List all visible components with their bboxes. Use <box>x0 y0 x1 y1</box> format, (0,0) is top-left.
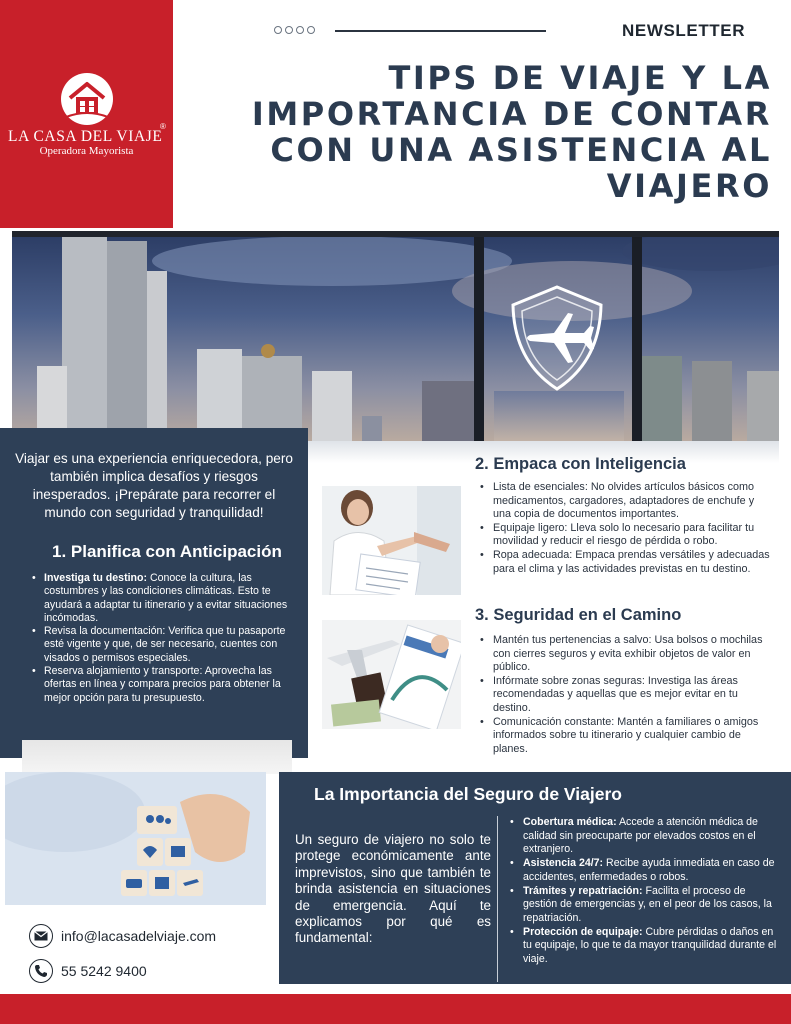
list-item: • Infórmate sobre zonas seguras: Investiga las áreas recomendadas y aquellas que es mejor evitar en tu destino. <box>479 675 775 716</box>
dot-icon <box>296 26 304 34</box>
envelope-icon <box>29 924 53 948</box>
section2-title: 2. Empaca con Inteligencia <box>475 455 686 473</box>
dot-icon <box>307 26 315 34</box>
list-item: • Ropa adecuada: Empaca prendas versátiles y adecuadas para el clima y las actividades previstas en tu destino. <box>479 549 775 576</box>
contact-phone[interactable] <box>29 959 147 983</box>
phone-icon <box>29 959 53 983</box>
newsletter-label: NEWSLETTER <box>622 21 746 40</box>
list-item: • Asistencia 24/7: Recibe ayuda inmediata en caso de accidentes, enfermedades o robos. <box>509 857 779 884</box>
insurance-title: La Importancia del Seguro de Viajero <box>314 784 622 804</box>
page-title: TIPS DE VIAJE Y LA IMPORTANCIA DE CONTAR CON UNA ASISTENCIA AL VIAJERO <box>251 59 772 205</box>
section3-list <box>479 634 775 756</box>
list-item: • Cobertura médica: Accede a atención médica de calidad sin preocuparte por elevados costos en el extranjero. <box>509 816 779 857</box>
brand-name: LA CASA DEL VIAJE <box>8 128 163 145</box>
intro-text: Viajar es una experiencia enriquecedora, pero también implica desafíos y riesgos inesperados. ¡Prepárate para recorrer el mundo con seguridad y tranquilidad! <box>15 451 293 520</box>
house-logo-icon <box>61 73 113 125</box>
insurance-list <box>509 816 779 967</box>
hero-city-image <box>12 231 779 441</box>
list-item: • Revisa la documentación: Verifica que tu pasaporte esté vigente y que, de ser necesario, cuentes con visados o permisos especiales. <box>30 625 298 665</box>
travel-insurance-photo <box>322 620 461 729</box>
section1-list <box>30 572 298 705</box>
section3-title: 3. Seguridad en el Camino <box>475 606 682 624</box>
brand-logo-block <box>0 0 173 228</box>
shield-airplane-icon <box>506 283 608 395</box>
insurance-blocks-photo <box>5 772 266 905</box>
brand-subtitle: Operadora Mayorista <box>39 145 134 157</box>
intro-panel <box>0 428 308 758</box>
list-item: • Trámites y repatriación: Facilita el proceso de gestión de emergencias y, en el peor de los casos, la repatriación. <box>509 885 779 926</box>
email-text[interactable]: info@lacasadelviaje.com <box>61 928 217 944</box>
header-divider <box>335 30 546 32</box>
list-item: • Protección de equipaje: Cubre pérdidas o daños en tu equipaje, lo que te da mayor tranquilidad durante el viaje. <box>509 926 779 967</box>
section1-title: 1. Planifica con Anticipación <box>52 542 282 561</box>
panel-shadow <box>22 740 292 774</box>
phone-text[interactable]: 55 5242 9400 <box>61 963 147 979</box>
dot-icon <box>285 26 293 34</box>
list-item: • Investiga tu destino: Conoce la cultura, las costumbres y las condiciones climáticas. Esto te ayudará a adaptar tu itinerario y a evitar situaciones incómodas. <box>30 572 298 625</box>
footer-bar <box>0 994 791 1024</box>
dot-icon <box>274 26 282 34</box>
registered-mark: ® <box>160 122 166 131</box>
decorative-dots <box>274 26 315 34</box>
list-item: • Lista de esenciales: No olvides artículos básicos como medicamentos, cargadores, adaptadores de enchufe y una copia de documentos importantes. <box>479 481 775 522</box>
panel-divider <box>497 816 498 982</box>
list-item: • Comunicación constante: Mantén a familiares o amigos informados sobre tu itinerario y cualquier cambio de planes. <box>479 716 775 757</box>
list-item: • Mantén tus pertenencias a salvo: Usa bolsos o mochilas con cierres seguros y evita exhibir objetos de valor en público. <box>479 634 775 675</box>
doctor-handshake-photo <box>322 486 461 595</box>
list-item: • Equipaje ligero: Lleva solo lo necesario para facilitar tu movilidad y reducir el riesgo de pérdida o robo. <box>479 522 775 549</box>
contact-email[interactable] <box>29 924 216 948</box>
section2-list <box>479 481 775 576</box>
list-item: • Reserva alojamiento y transporte: Aprovecha las ofertas en línea y compara precios para obtener la mejor opción para tu presupuesto. <box>30 665 298 705</box>
insurance-intro: Un seguro de viajero no solo te protege económicamente ante imprevistos, sino que también te brinda asistencia en situaciones de emergencia. Aquí te explicamos por qué es fundamental: <box>295 832 491 946</box>
insurance-panel <box>279 772 791 984</box>
